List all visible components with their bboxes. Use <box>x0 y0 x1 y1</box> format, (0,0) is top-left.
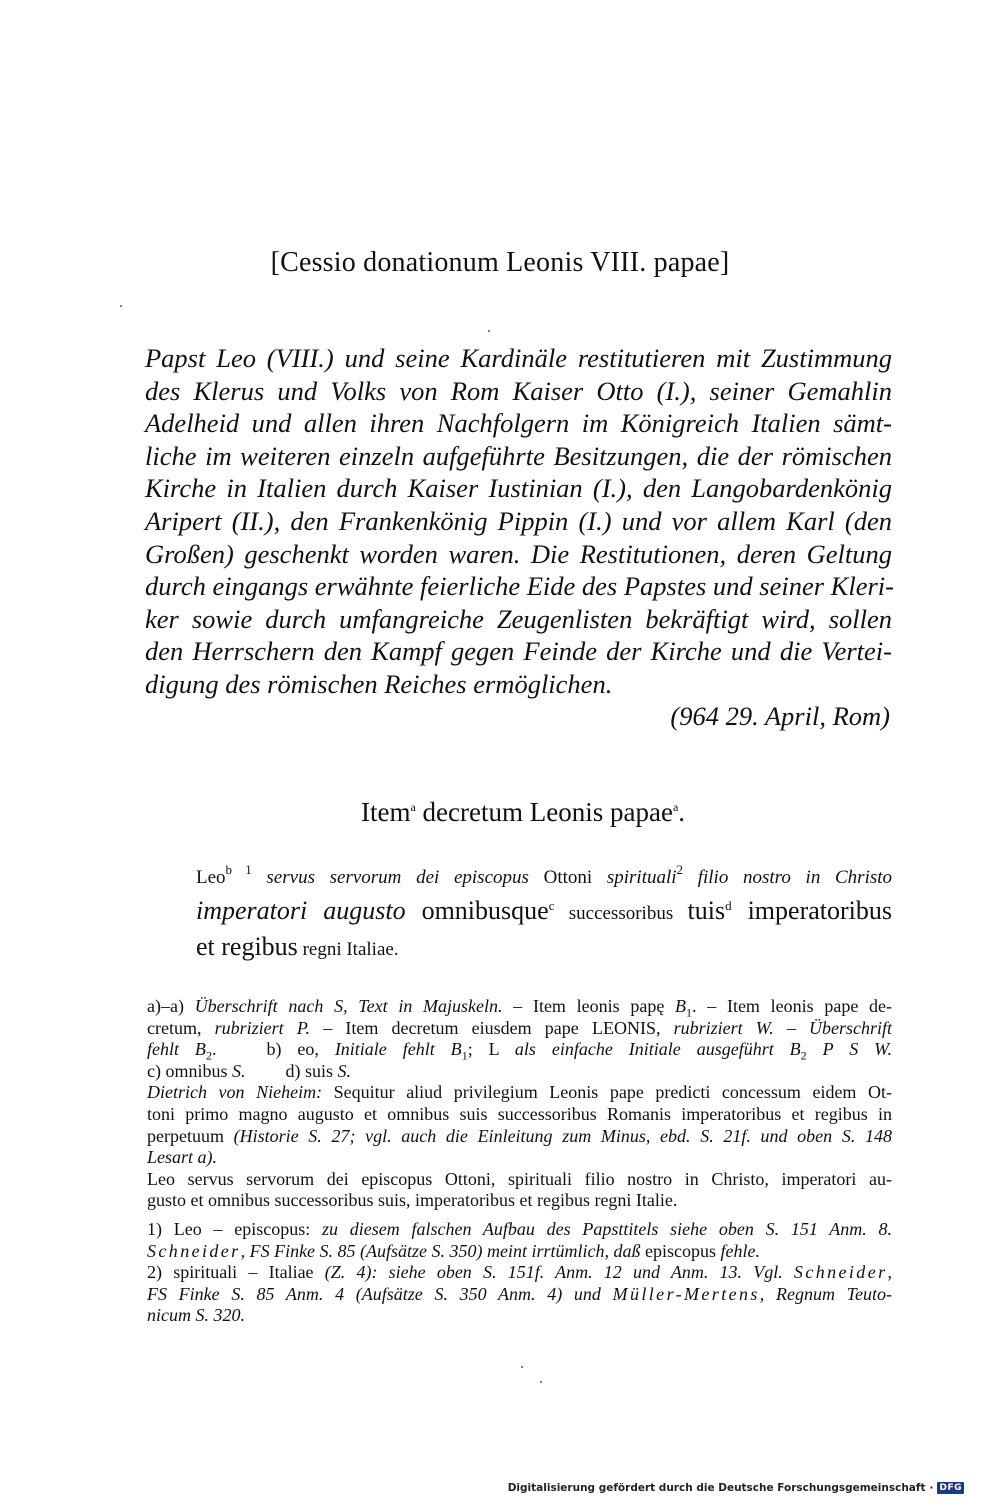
commentary-notes <box>147 1219 892 1327</box>
regest-paragraph <box>145 342 892 701</box>
apparatus-line <box>147 1039 892 1061</box>
text-run: . – Item leonis pape de- <box>692 996 893 1016</box>
text-run: imperatoribus <box>731 896 892 925</box>
page-title: [Cessio donationum Leonis VIII. papae] <box>270 247 730 278</box>
text-line <box>196 860 892 894</box>
text-run: successoribus <box>554 903 688 924</box>
subscript: 2 <box>800 1048 807 1063</box>
text-run: , <box>887 1262 892 1283</box>
text-run: – Item decretum eiusdem pape LEONIS, <box>310 1017 674 1038</box>
text-run: tuis <box>687 896 726 925</box>
text-line <box>196 894 892 930</box>
regest-line: Kirche in Italien durch Kaiser Iustinian (I.), den Langobardenkönig <box>145 473 892 504</box>
text-run: . <box>211 1039 217 1060</box>
text-run: Lesart a). <box>147 1147 218 1168</box>
document-heading <box>0 797 1000 828</box>
regest-line: den Herrschern den Kampf gegen Feinde der Kirche und die Vertei- <box>145 636 892 667</box>
text-run: , FS Finke S. 85 (Aufsätze S. 350) meint irrtümlich, daß <box>240 1240 646 1261</box>
apparatus-line <box>147 1018 892 1040</box>
text-run: fehle. <box>716 1240 761 1261</box>
regest-line: Aripert (II.), den Frankenkönig Pippin (I.) und vor allem Karl (den <box>145 505 892 536</box>
text-run: regni Italiae. <box>297 939 399 960</box>
footnote-marker: a <box>672 800 679 814</box>
text-run: (Historie S. 27; vgl. auch die Einleitung zum Minus, ebd. S. 21f. und oben S. 148 <box>233 1125 892 1146</box>
text-run: et regibus <box>196 932 298 961</box>
apparatus-line: Leo servus servorum dei episcopus Ottoni, spirituali filio nostro in Christo, imperatori au- <box>147 1168 892 1189</box>
text-run: Überschrift nach S, Text in Majuskeln. <box>194 996 503 1016</box>
text-run: B <box>675 996 687 1016</box>
scan-speck <box>540 1381 542 1383</box>
heading-part: . <box>678 797 686 827</box>
text-run: servus servorum dei episcopus <box>251 867 529 888</box>
regest-line: Papst Leo (VIII.) und seine Kardinäle restitutieren mit Zustimmung <box>145 343 892 373</box>
text-run: rubriziert W. – Überschrift <box>673 1017 892 1038</box>
author-name: Müller-Mertens <box>612 1283 760 1304</box>
subscript: 1 <box>686 1005 693 1020</box>
text-run: omnibusque <box>405 896 549 925</box>
regest-line: Adelheid und allen ihren Nachfolgern im Königreich Italien sämt- <box>145 408 892 439</box>
regest-line: durch eingangs erwähnte feierliche Eide des Papstes und seiner Kleri- <box>145 571 894 602</box>
footnote-marker: d <box>725 898 732 913</box>
text-run: S. <box>232 1060 246 1081</box>
heading-part: Item <box>360 797 411 827</box>
subscript: 2 <box>205 1048 212 1063</box>
apparatus-line <box>147 1126 892 1148</box>
dating-line: (964 29. April, Rom) <box>670 701 890 731</box>
text-run: zu diesem falschen Aufbau des Papsttitels siehe oben S. 151 Anm. 8. <box>321 1219 892 1239</box>
text-run: S. <box>337 1060 352 1081</box>
footnote-marker: a <box>410 800 416 814</box>
apparatus-line <box>147 996 892 1018</box>
footnote-marker: b 1 <box>225 862 252 877</box>
footnote-marker: 2 <box>676 862 684 877</box>
note-line <box>147 1219 892 1241</box>
text-run: Leo <box>196 867 226 888</box>
text-run: Ottoni <box>528 867 607 888</box>
scan-speck <box>521 1366 523 1368</box>
scan-speck <box>488 330 490 332</box>
apparatus-line <box>147 1082 892 1104</box>
text-run: d) suis <box>285 1060 338 1081</box>
regest-line: Großen) geschenkt worden waren. Die Restitutionen, deren Geltung <box>145 538 892 569</box>
apparatus-line <box>147 1061 892 1083</box>
text-run: , Regnum Teuto- <box>759 1283 893 1304</box>
text-run: 1) Leo – episcopus: <box>147 1219 322 1239</box>
note-line <box>147 1284 892 1306</box>
footer-text: Digitalisierung gefördert durch die Deutsche Forschungsgemeinschaft <box>507 1482 926 1494</box>
apparatus-line: gusto et omnibus successoribus suis, imperatoribus et regibus regni Italie. <box>147 1190 678 1211</box>
note-line <box>147 1305 892 1327</box>
text-run: P S W. <box>806 1039 893 1060</box>
heading-part: decretum Leonis papae <box>415 797 673 827</box>
note-line <box>147 1241 892 1263</box>
text-run: – Item leonis papę <box>502 996 676 1016</box>
text-run: perpetuum <box>147 1125 234 1146</box>
text-run: (Z. 4): siehe oben S. 151f. Anm. 12 und Anm. 13. Vgl. <box>324 1262 794 1283</box>
critical-apparatus <box>147 996 892 1212</box>
text-run: FS Finke S. 85 Anm. 4 (Aufsätze S. 350 Anm. 4) und <box>147 1283 613 1304</box>
text-run: filio nostro in Christo <box>683 867 893 888</box>
text-run: Dietrich von Nieheim: <box>147 1082 323 1103</box>
text-run: Sequitur aliud privilegium Leonis pape predicti concessum eidem Ot- <box>322 1082 892 1103</box>
text-run: 2) spirituali – Italiae <box>147 1262 325 1283</box>
regest-line: liche im weiteren einzeln aufgeführte Besitzungen, die der römischen <box>145 440 892 471</box>
regest-line: des Klerus und Volks von Rom Kaiser Otto (I.), seiner Gemahlin <box>145 375 892 406</box>
text-run: ; L <box>467 1039 515 1060</box>
text-run: fehlt B <box>147 1039 206 1060</box>
text-run: b) eo, <box>266 1039 335 1060</box>
regest-line: ker sowie durch umfangreiche Zeugenlisten bekräftigt wird, sollen <box>145 603 892 634</box>
text-run: episcopus <box>645 1240 717 1261</box>
digitization-footer: Digitalisierung gefördert durch die Deutsche Forschungsgemeinschaft · DFG <box>507 1482 962 1494</box>
note-line <box>147 1262 892 1284</box>
text-run: c) omnibus <box>147 1060 232 1081</box>
scan-speck <box>120 305 122 307</box>
text-run: imperatori augusto <box>196 896 406 925</box>
text-line <box>196 930 892 966</box>
author-name: Schneider <box>793 1262 888 1283</box>
regest-line: digung des römischen Reiches ermöglichen. <box>145 668 613 699</box>
text-run: a)–a) <box>147 996 195 1016</box>
text-run: spirituali <box>606 867 677 888</box>
text-run: als einfache Initiale ausgeführt B <box>514 1039 801 1060</box>
author-name: Schneider <box>147 1240 241 1261</box>
text-run: cretum, <box>147 1017 215 1038</box>
dfg-logo-icon: DFG <box>939 1483 962 1493</box>
text-run: rubriziert P. <box>214 1017 311 1038</box>
apparatus-line <box>147 1147 892 1169</box>
text-run: Initiale fehlt B <box>334 1039 462 1060</box>
subscript: 1 <box>461 1048 468 1063</box>
document-text <box>196 860 892 966</box>
footnote-marker: c <box>548 898 555 913</box>
text-run: nicum S. 320. <box>147 1305 245 1326</box>
apparatus-line: toni primo magno augusto et omnibus suis successoribus Romanis imperatoribus et regibus in <box>147 1103 892 1124</box>
